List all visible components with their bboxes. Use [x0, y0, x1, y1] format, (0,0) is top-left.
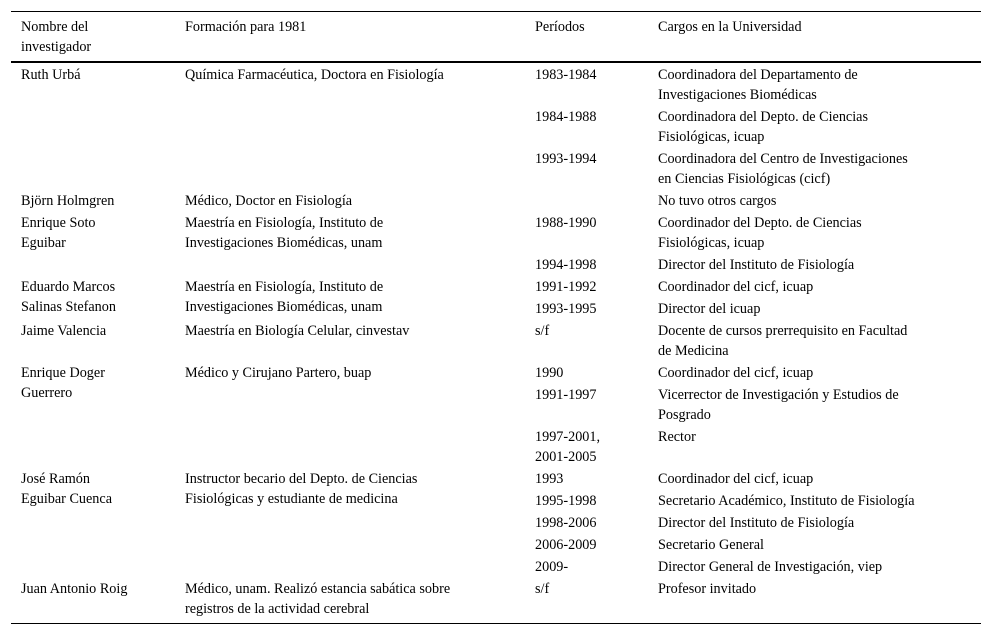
formation-text: Maestría en Fisiología, Instituto de [185, 279, 384, 295]
formation-text: Maestría en Fisiología, Instituto de [185, 215, 384, 231]
formation-text: Instructor becario del Depto. de Ciencias [185, 471, 418, 487]
header-rule [11, 61, 981, 63]
role-text: Fisiológicas, icuap [658, 235, 765, 251]
period-text: 1997-2001, [535, 429, 601, 445]
formation-text: Médico, Doctor en Fisiología [185, 193, 353, 209]
role-text: Docente de cursos prerrequisito en Facultad [658, 323, 908, 339]
researcher-name: Juan Antonio Roig [21, 581, 128, 597]
researcher-name: Eguibar Cuenca [21, 491, 112, 507]
role-text: Director del icuap [658, 301, 761, 317]
period-text: 1988-1990 [535, 215, 597, 231]
period-text: 1998-2006 [535, 515, 597, 531]
researcher-name: José Ramón [21, 471, 90, 487]
role-text: Coordinador del cicf, icuap [658, 279, 814, 295]
role-text: Fisiológicas, icuap [658, 129, 765, 145]
researcher-name: Enrique Soto [21, 215, 96, 231]
role-text: Director del Instituto de Fisiología [658, 515, 855, 531]
role-text: Coordinadora del Departamento de [658, 67, 858, 83]
period-text: 1990 [535, 365, 564, 381]
formation-text: Médico, unam. Realizó estancia sabática sobre [185, 581, 451, 597]
period-text: 2001-2005 [535, 449, 597, 465]
header-investigador-line2: investigador [21, 39, 92, 55]
formation-text: Investigaciones Biomédicas, unam [185, 235, 383, 251]
header-investigador: Nombre del [21, 19, 89, 35]
header-formacion: Formación para 1981 [185, 19, 307, 35]
role-text: Posgrado [658, 407, 711, 423]
period-text: 1983-1984 [535, 67, 597, 83]
role-text: Investigaciones Biomédicas [658, 87, 817, 103]
period-text: 1993-1995 [535, 301, 597, 317]
researcher-name: Jaime Valencia [21, 323, 107, 339]
header-cargos: Cargos en la Universidad [658, 19, 802, 35]
researcher-name: Eduardo Marcos [21, 279, 116, 295]
researcher-name: Guerrero [21, 385, 73, 401]
formation-text: registros de la actividad cerebral [185, 601, 370, 617]
role-text: Rector [658, 429, 696, 445]
role-text: Director General de Investigación, viep [658, 559, 883, 575]
period-text: 1995-1998 [535, 493, 597, 509]
role-text: Vicerrector de Investigación y Estudios de [658, 387, 899, 403]
period-text: 1991-1997 [535, 387, 597, 403]
formation-text: Médico y Cirujano Partero, buap [185, 365, 372, 381]
researcher-name: Enrique Doger [21, 365, 105, 381]
researcher-name: Ruth Urbá [21, 67, 81, 83]
role-text: No tuvo otros cargos [658, 193, 777, 209]
period-text: 1993-1994 [535, 151, 597, 167]
header-periodos: Períodos [535, 19, 585, 35]
role-text: Director del Instituto de Fisiología [658, 257, 855, 273]
period-text: 1984-1988 [535, 109, 597, 125]
role-text: Coordinador del cicf, icuap [658, 365, 814, 381]
period-text: 2009- [535, 559, 569, 575]
formation-text: Investigaciones Biomédicas, unam [185, 299, 383, 315]
researcher-name: Björn Holmgren [21, 193, 115, 209]
role-text: de Medicina [658, 343, 729, 359]
role-text: Profesor invitado [658, 581, 757, 597]
role-text: Coordinadora del Depto. de Ciencias [658, 109, 868, 125]
researcher-name: Eguibar [21, 235, 66, 251]
role-text: Secretario General [658, 537, 764, 553]
researcher-name: Salinas Stefanon [21, 299, 116, 315]
period-text: 2006-2009 [535, 537, 597, 553]
role-text: Coordinador del Depto. de Ciencias [658, 215, 862, 231]
period-text: 1994-1998 [535, 257, 597, 273]
period-text: s/f [535, 581, 550, 597]
period-text: 1991-1992 [535, 279, 597, 295]
role-text: Coordinadora del Centro de Investigaciones [658, 151, 908, 167]
formation-text: Maestría en Biología Celular, cinvestav [185, 323, 410, 339]
period-text: 1993 [535, 471, 564, 487]
formation-text: Fisiológicas y estudiante de medicina [185, 491, 398, 507]
role-text: Coordinador del cicf, icuap [658, 471, 814, 487]
role-text: Secretario Académico, Instituto de Fisiología [658, 493, 915, 509]
formation-text: Química Farmacéutica, Doctora en Fisiología [185, 67, 444, 83]
role-text: en Ciencias Fisiológicas (cicf) [658, 171, 831, 187]
period-text: s/f [535, 323, 550, 339]
